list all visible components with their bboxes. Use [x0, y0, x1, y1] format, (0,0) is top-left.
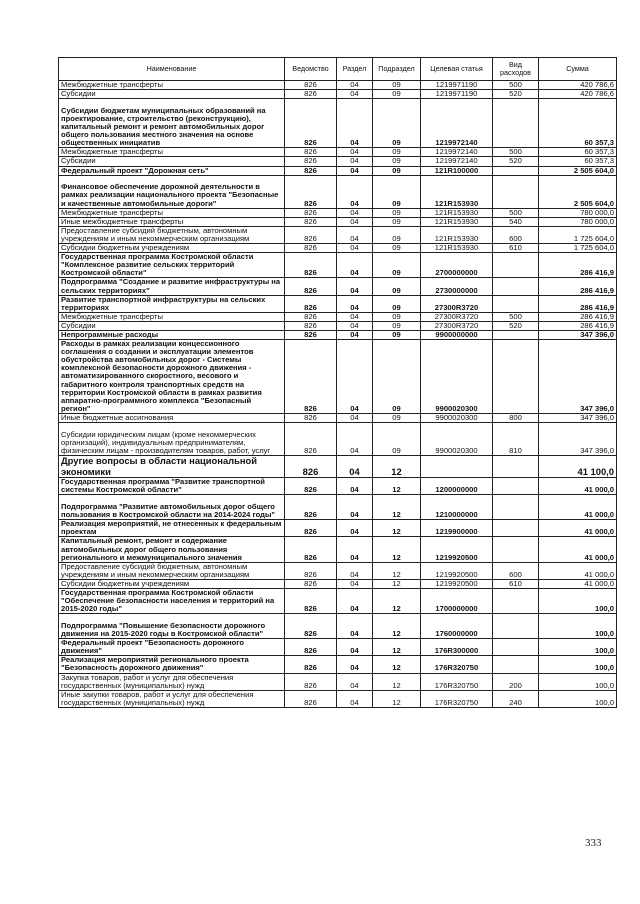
row-dept-cell: 826 [285, 423, 337, 456]
row-sum-cell: 41 000,0 [539, 579, 617, 588]
row-subsection-cell: 12 [373, 690, 421, 707]
row-sum-cell: 347 396,0 [539, 330, 617, 339]
row-name-cell: Межбюджетные трансферты [59, 312, 285, 321]
row-section-cell: 04 [337, 639, 373, 656]
row-sum-cell: 1 725 604,0 [539, 244, 617, 253]
row-subsection-cell: 12 [373, 579, 421, 588]
row-dept-cell: 826 [285, 537, 337, 562]
header-subsection: Подраздел [373, 58, 421, 81]
row-subsection-cell: 09 [373, 81, 421, 90]
row-dept-cell: 826 [285, 614, 337, 639]
row-section-cell: 04 [337, 520, 373, 537]
row-exptype-cell [493, 99, 539, 148]
table-row [59, 478, 617, 495]
row-sum-cell: 780 000,0 [539, 217, 617, 226]
row-section-cell: 04 [337, 656, 373, 673]
row-exptype-cell: 520 [493, 157, 539, 166]
row-dept-cell: 826 [285, 478, 337, 495]
table-row [59, 99, 617, 148]
row-target-cell: 27300R3720 [421, 321, 493, 330]
row-name-cell: Иные закупки товаров, работ и услуг для обеспечения государственных (муниципальных) нужд [59, 690, 285, 707]
table-row [59, 208, 617, 217]
row-section-cell: 04 [337, 413, 373, 422]
row-section-cell: 04 [337, 537, 373, 562]
row-subsection-cell: 09 [373, 217, 421, 226]
row-dept-cell: 826 [285, 456, 337, 478]
row-sum-cell: 100,0 [539, 614, 617, 639]
row-exptype-cell [493, 340, 539, 414]
row-exptype-cell [493, 456, 539, 478]
row-section-cell: 04 [337, 579, 373, 588]
row-dept-cell: 826 [285, 244, 337, 253]
page-number: 333 [585, 837, 602, 849]
row-target-cell: 1219971190 [421, 81, 493, 90]
row-target-cell: 1219972140 [421, 157, 493, 166]
row-sum-cell: 420 786,6 [539, 90, 617, 99]
row-subsection-cell: 09 [373, 99, 421, 148]
table-row [59, 278, 617, 295]
row-dept-cell: 826 [285, 90, 337, 99]
row-target-cell: 9900020300 [421, 423, 493, 456]
row-dept-cell: 826 [285, 148, 337, 157]
row-sum-cell: 347 396,0 [539, 413, 617, 422]
row-sum-cell: 2 505 604,0 [539, 166, 617, 175]
row-dept-cell: 826 [285, 166, 337, 175]
row-section-cell: 04 [337, 175, 373, 208]
row-dept-cell: 826 [285, 330, 337, 339]
row-target-cell: 1200000000 [421, 478, 493, 495]
table-row [59, 226, 617, 243]
row-subsection-cell: 09 [373, 330, 421, 339]
row-dept-cell: 826 [285, 562, 337, 579]
row-target-cell: 176R320750 [421, 673, 493, 690]
row-exptype-cell [493, 278, 539, 295]
row-dept-cell: 826 [285, 81, 337, 90]
row-dept-cell: 826 [285, 520, 337, 537]
row-dept-cell: 826 [285, 99, 337, 148]
row-name-cell: Подпрограмма "Создание и развитие инфраструктуры на сельских территориях" [59, 278, 285, 295]
row-target-cell [421, 456, 493, 478]
row-name-cell: Предоставление субсидий бюджетным, автономным учреждениям и иным некоммерческим организациям [59, 562, 285, 579]
row-name-cell: Государственная программа "Развитие транспортной системы Костромской области" [59, 478, 285, 495]
row-target-cell: 27300R3720 [421, 312, 493, 321]
row-section-cell: 04 [337, 226, 373, 243]
row-exptype-cell [493, 166, 539, 175]
row-sum-cell: 286 416,9 [539, 253, 617, 278]
row-sum-cell: 286 416,9 [539, 295, 617, 312]
table-row [59, 321, 617, 330]
table-row [59, 537, 617, 562]
row-dept-cell: 826 [285, 321, 337, 330]
row-section-cell: 04 [337, 690, 373, 707]
row-dept-cell: 826 [285, 340, 337, 414]
row-subsection-cell: 09 [373, 295, 421, 312]
row-exptype-cell [493, 520, 539, 537]
row-target-cell: 27300R3720 [421, 295, 493, 312]
row-subsection-cell: 12 [373, 656, 421, 673]
row-exptype-cell [493, 495, 539, 520]
row-section-cell: 04 [337, 614, 373, 639]
table-row [59, 312, 617, 321]
row-sum-cell: 60 357,3 [539, 99, 617, 148]
row-exptype-cell [493, 175, 539, 208]
row-name-cell: Государственная программа Костромской области "Обеспечение безопасности населения и территорий на 2015-2020 годы" [59, 589, 285, 614]
row-dept-cell: 826 [285, 673, 337, 690]
row-exptype-cell: 500 [493, 148, 539, 157]
row-exptype-cell [493, 537, 539, 562]
row-section-cell: 04 [337, 312, 373, 321]
row-section-cell: 04 [337, 244, 373, 253]
row-exptype-cell: 520 [493, 321, 539, 330]
row-section-cell: 04 [337, 321, 373, 330]
table-body [59, 81, 617, 708]
row-exptype-cell [493, 253, 539, 278]
row-section-cell: 04 [337, 157, 373, 166]
row-dept-cell: 826 [285, 579, 337, 588]
row-section-cell: 04 [337, 456, 373, 478]
row-sum-cell: 286 416,9 [539, 312, 617, 321]
row-dept-cell: 826 [285, 175, 337, 208]
row-subsection-cell: 09 [373, 208, 421, 217]
row-dept-cell: 826 [285, 226, 337, 243]
table-row [59, 562, 617, 579]
row-exptype-cell: 800 [493, 413, 539, 422]
row-name-cell: Иные межбюджетные трансферты [59, 217, 285, 226]
row-exptype-cell: 240 [493, 690, 539, 707]
row-exptype-cell [493, 639, 539, 656]
row-name-cell: Иные бюджетные ассигнования [59, 413, 285, 422]
row-exptype-cell: 610 [493, 579, 539, 588]
table-row [59, 253, 617, 278]
table-row [59, 423, 617, 456]
row-name-cell: Другие вопросы в области национальной экономики [59, 456, 285, 478]
row-name-cell: Субсидии бюджетам муниципальных образований на проектирование, строительство (реконструкцию), капитальный ремонт и ремонт автомобильных дорог общего пользования местного значения на основе общественных инициатив [59, 99, 285, 148]
header-sum: Сумма [539, 58, 617, 81]
row-sum-cell: 100,0 [539, 673, 617, 690]
row-dept-cell: 826 [285, 208, 337, 217]
row-name-cell: Капитальный ремонт, ремонт и содержание автомобильных дорог общего пользования регионального и межмуниципального значения [59, 537, 285, 562]
table-row [59, 690, 617, 707]
row-subsection-cell: 12 [373, 589, 421, 614]
row-target-cell: 121R153930 [421, 175, 493, 208]
row-sum-cell: 41 100,0 [539, 456, 617, 478]
row-target-cell: 121R153930 [421, 208, 493, 217]
row-exptype-cell: 600 [493, 226, 539, 243]
row-name-cell: Финансовое обеспечение дорожной деятельности в рамках реализации национального проекта "Безопасные и качественные автомобильные дороги" [59, 175, 285, 208]
table-row [59, 90, 617, 99]
row-dept-cell: 826 [285, 413, 337, 422]
row-target-cell: 121R153930 [421, 217, 493, 226]
row-name-cell: Непрограммные расходы [59, 330, 285, 339]
row-name-cell: Субсидии [59, 90, 285, 99]
row-section-cell: 04 [337, 253, 373, 278]
row-dept-cell: 826 [285, 278, 337, 295]
row-name-cell: Развитие транспортной инфраструктуры на сельских территориях [59, 295, 285, 312]
row-subsection-cell: 09 [373, 413, 421, 422]
row-name-cell: Межбюджетные трансферты [59, 208, 285, 217]
row-dept-cell: 826 [285, 312, 337, 321]
row-subsection-cell: 09 [373, 166, 421, 175]
row-exptype-cell: 520 [493, 90, 539, 99]
row-target-cell: 121R153930 [421, 226, 493, 243]
row-name-cell: Субсидии [59, 157, 285, 166]
row-target-cell: 1210000000 [421, 495, 493, 520]
row-subsection-cell: 12 [373, 614, 421, 639]
row-exptype-cell [493, 478, 539, 495]
row-subsection-cell: 09 [373, 157, 421, 166]
row-sum-cell: 41 000,0 [539, 562, 617, 579]
row-section-cell: 04 [337, 295, 373, 312]
table-row [59, 614, 617, 639]
table-row [59, 166, 617, 175]
row-name-cell: Федеральный проект "Дорожная сеть" [59, 166, 285, 175]
row-sum-cell: 2 505 604,0 [539, 175, 617, 208]
row-section-cell: 04 [337, 340, 373, 414]
row-section-cell: 04 [337, 495, 373, 520]
row-sum-cell: 100,0 [539, 589, 617, 614]
row-dept-cell: 826 [285, 690, 337, 707]
row-section-cell: 04 [337, 673, 373, 690]
row-subsection-cell: 09 [373, 340, 421, 414]
row-target-cell: 1219900000 [421, 520, 493, 537]
row-subsection-cell: 09 [373, 423, 421, 456]
row-exptype-cell: 200 [493, 673, 539, 690]
row-section-cell: 04 [337, 589, 373, 614]
row-section-cell: 04 [337, 278, 373, 295]
row-target-cell: 9900020300 [421, 340, 493, 414]
table-row [59, 520, 617, 537]
row-dept-cell: 826 [285, 253, 337, 278]
row-exptype-cell: 540 [493, 217, 539, 226]
table-row [59, 456, 617, 478]
row-subsection-cell: 12 [373, 562, 421, 579]
row-subsection-cell: 12 [373, 456, 421, 478]
row-name-cell: Межбюджетные трансферты [59, 148, 285, 157]
row-sum-cell: 100,0 [539, 656, 617, 673]
row-subsection-cell: 09 [373, 226, 421, 243]
row-target-cell: 1760000000 [421, 614, 493, 639]
row-sum-cell: 100,0 [539, 690, 617, 707]
row-target-cell: 9900020300 [421, 413, 493, 422]
row-section-cell: 04 [337, 166, 373, 175]
row-dept-cell: 826 [285, 217, 337, 226]
table-row [59, 495, 617, 520]
row-target-cell: 176R300000 [421, 639, 493, 656]
row-target-cell: 9900000000 [421, 330, 493, 339]
row-section-cell: 04 [337, 148, 373, 157]
row-target-cell: 176R320750 [421, 656, 493, 673]
row-name-cell: Субсидии бюджетным учреждениям [59, 579, 285, 588]
row-sum-cell: 41 000,0 [539, 537, 617, 562]
row-sum-cell: 1 725 604,0 [539, 226, 617, 243]
row-subsection-cell: 09 [373, 244, 421, 253]
row-subsection-cell: 12 [373, 673, 421, 690]
row-subsection-cell: 09 [373, 175, 421, 208]
row-subsection-cell: 12 [373, 537, 421, 562]
row-exptype-cell [493, 656, 539, 673]
row-section-cell: 04 [337, 90, 373, 99]
row-section-cell: 04 [337, 99, 373, 148]
row-exptype-cell: 500 [493, 312, 539, 321]
row-sum-cell: 347 396,0 [539, 423, 617, 456]
header-dept: Ведомство [285, 58, 337, 81]
row-target-cell: 1219971190 [421, 90, 493, 99]
row-dept-cell: 826 [285, 656, 337, 673]
row-dept-cell: 826 [285, 495, 337, 520]
table-row [59, 157, 617, 166]
header-target: Целевая статья [421, 58, 493, 81]
row-exptype-cell: 810 [493, 423, 539, 456]
row-section-cell: 04 [337, 208, 373, 217]
row-name-cell: Межбюджетные трансферты [59, 81, 285, 90]
row-sum-cell: 347 396,0 [539, 340, 617, 414]
row-name-cell: Федеральный проект "Безопасность дорожного движения" [59, 639, 285, 656]
row-name-cell: Предоставление субсидий бюджетным, автономным учреждениям и иным некоммерческим организациям [59, 226, 285, 243]
row-section-cell: 04 [337, 562, 373, 579]
table-row [59, 81, 617, 90]
table-row [59, 639, 617, 656]
row-subsection-cell: 12 [373, 520, 421, 537]
row-sum-cell: 60 357,3 [539, 157, 617, 166]
table-row [59, 413, 617, 422]
row-sum-cell: 41 000,0 [539, 520, 617, 537]
header-name: Наименование [59, 58, 285, 81]
table-row [59, 175, 617, 208]
row-exptype-cell: 610 [493, 244, 539, 253]
row-name-cell: Субсидии бюджетным учреждениям [59, 244, 285, 253]
row-subsection-cell: 12 [373, 495, 421, 520]
table-row [59, 589, 617, 614]
row-exptype-cell [493, 614, 539, 639]
row-target-cell: 1219920500 [421, 537, 493, 562]
row-sum-cell: 286 416,9 [539, 278, 617, 295]
table-row [59, 656, 617, 673]
table-row [59, 330, 617, 339]
table-row [59, 340, 617, 414]
row-sum-cell: 286 416,9 [539, 321, 617, 330]
row-target-cell: 121R100000 [421, 166, 493, 175]
row-target-cell: 1219972140 [421, 99, 493, 148]
table-row [59, 217, 617, 226]
row-subsection-cell: 12 [373, 478, 421, 495]
row-subsection-cell: 09 [373, 90, 421, 99]
row-exptype-cell: 500 [493, 208, 539, 217]
row-subsection-cell: 09 [373, 321, 421, 330]
row-target-cell: 1219920500 [421, 562, 493, 579]
row-sum-cell: 41 000,0 [539, 478, 617, 495]
row-subsection-cell: 09 [373, 278, 421, 295]
row-dept-cell: 826 [285, 157, 337, 166]
row-name-cell: Расходы в рамках реализации концессионного соглашения о создании и эксплуатации элементов обустройства автомобильных дорог - Системы комплексной безопасности дорожного движения - автоматизированного скоростного, весового и габаритного контроля транспортных средств на территории Костромской области в рамках развития аппаратно-программного комплекса "Безопасный регион" [59, 340, 285, 414]
row-subsection-cell: 09 [373, 148, 421, 157]
row-name-cell: Субсидии юридическим лицам (кроме некоммерческих организаций), индивидуальным предпринимателям, физическим лицам - производителям товаров, работ, услуг [59, 423, 285, 456]
row-dept-cell: 826 [285, 639, 337, 656]
row-exptype-cell: 600 [493, 562, 539, 579]
header-section: Раздел [337, 58, 373, 81]
row-name-cell: Подпрограмма "Развитие автомобильных дорог общего пользования в Костромской области на 2014-2024 годы" [59, 495, 285, 520]
budget-table [58, 57, 617, 708]
row-target-cell: 1219972140 [421, 148, 493, 157]
row-target-cell: 1700000000 [421, 589, 493, 614]
row-sum-cell: 420 786,6 [539, 81, 617, 90]
row-target-cell: 176R320750 [421, 690, 493, 707]
table-row [59, 295, 617, 312]
row-exptype-cell [493, 295, 539, 312]
row-name-cell: Закупка товаров, работ и услуг для обеспечения государственных (муниципальных) нужд [59, 673, 285, 690]
row-target-cell: 2730000000 [421, 278, 493, 295]
row-exptype-cell: 500 [493, 81, 539, 90]
table-header-row [59, 58, 617, 81]
table-row [59, 579, 617, 588]
table-row [59, 244, 617, 253]
row-name-cell: Подпрограмма "Повышение безопасности дорожного движения на 2015-2020 годы в Костромской области" [59, 614, 285, 639]
row-target-cell: 2700000000 [421, 253, 493, 278]
row-subsection-cell: 09 [373, 253, 421, 278]
table-row [59, 673, 617, 690]
row-name-cell: Государственная программа Костромской области "Комплексное развитие сельских территорий Костромской области" [59, 253, 285, 278]
row-name-cell: Реализация мероприятий регионального проекта "Безопасность дорожного движения" [59, 656, 285, 673]
row-target-cell: 1219920500 [421, 579, 493, 588]
row-section-cell: 04 [337, 330, 373, 339]
row-subsection-cell: 12 [373, 639, 421, 656]
row-subsection-cell: 09 [373, 312, 421, 321]
row-sum-cell: 60 357,3 [539, 148, 617, 157]
row-dept-cell: 826 [285, 295, 337, 312]
row-dept-cell: 826 [285, 589, 337, 614]
row-section-cell: 04 [337, 423, 373, 456]
row-section-cell: 04 [337, 81, 373, 90]
row-sum-cell: 100,0 [539, 639, 617, 656]
row-exptype-cell [493, 330, 539, 339]
row-section-cell: 04 [337, 478, 373, 495]
row-sum-cell: 41 000,0 [539, 495, 617, 520]
table-row [59, 148, 617, 157]
row-name-cell: Субсидии [59, 321, 285, 330]
row-sum-cell: 780 000,0 [539, 208, 617, 217]
row-target-cell: 121R153930 [421, 244, 493, 253]
header-exptype: Вид расходов [493, 58, 539, 81]
row-exptype-cell [493, 589, 539, 614]
row-name-cell: Реализация мероприятий, не отнесенных к федеральным проектам [59, 520, 285, 537]
row-section-cell: 04 [337, 217, 373, 226]
